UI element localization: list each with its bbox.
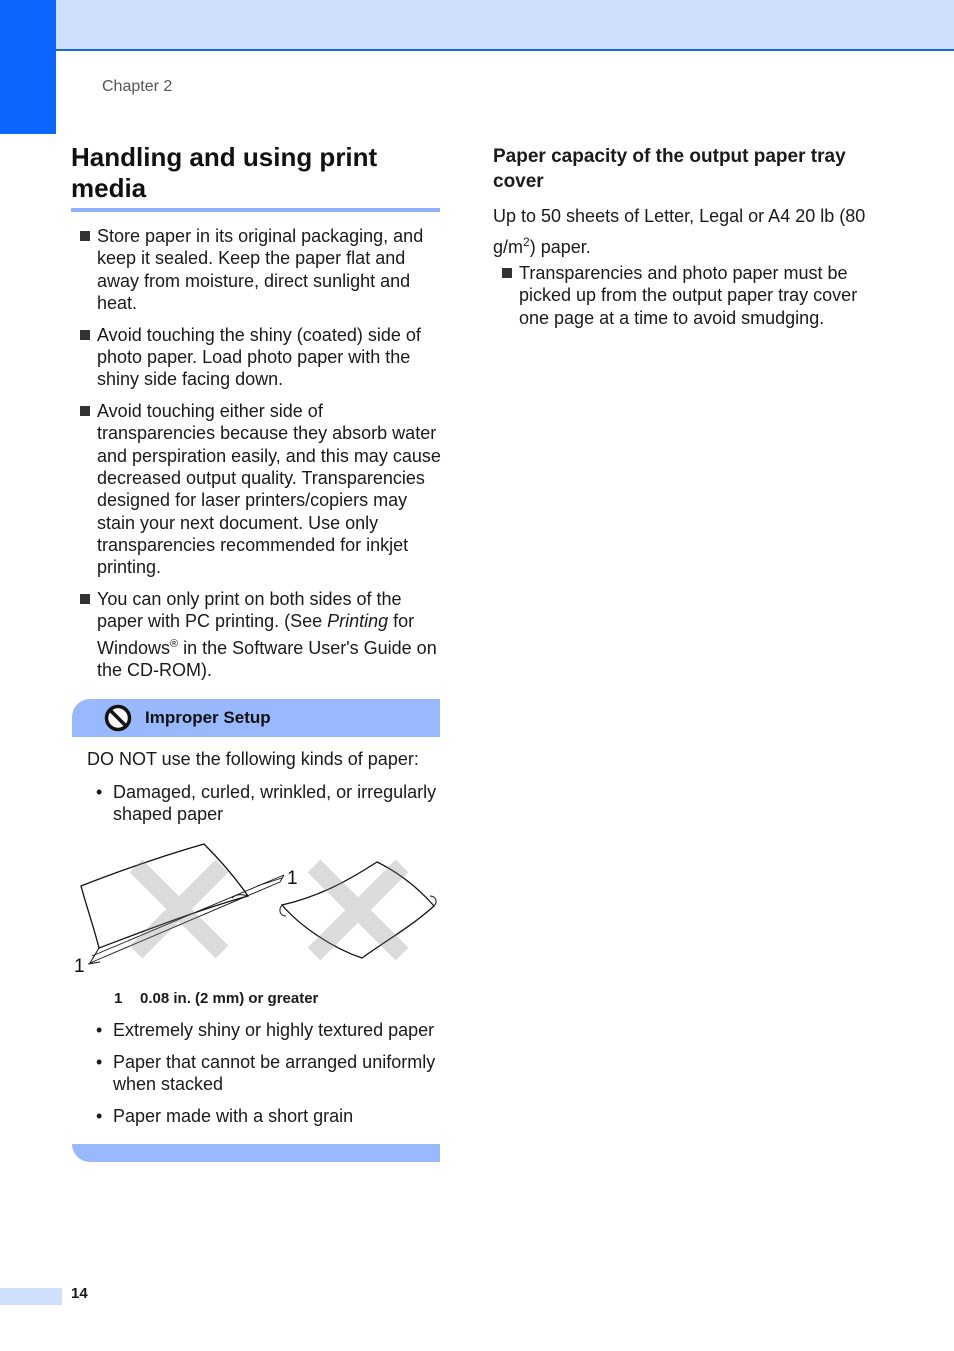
chapter-label: Chapter 2 xyxy=(102,78,173,95)
prohibited-icon xyxy=(104,704,132,732)
list-item xyxy=(96,1019,446,1041)
square-bullet-icon xyxy=(80,231,90,241)
callout-number: 1 xyxy=(114,990,123,1007)
page-number: 14 xyxy=(71,1285,88,1302)
bullet-dot: • xyxy=(96,1105,103,1126)
list-item-text: Damaged, curled, wrinkled, or irregularly shaped paper xyxy=(113,782,437,825)
bullet-text: Avoid touching either side of transparencies because they absorb water and perspiration easily, and this may cause decreased output quality. Transparencies designed for laser printers/copiers may stain your next document. Use only transparencies recommended for inkjet printing. xyxy=(97,401,441,578)
registered-mark: ® xyxy=(170,637,179,650)
list-item-text: Paper that cannot be arranged uniformly when stacked xyxy=(113,1051,436,1095)
list-item xyxy=(78,588,443,681)
list-item xyxy=(96,1105,446,1127)
warning-footer-bar xyxy=(72,1144,440,1162)
paragraph-text: ) paper. xyxy=(529,237,591,257)
square-bullet-icon xyxy=(80,330,90,340)
bullet-text: Avoid touching the shiny (coated) side of photo paper. Load photo paper with the shiny side facing down. xyxy=(97,324,421,390)
list-item xyxy=(500,262,875,329)
section-title-rule xyxy=(71,208,440,212)
callout-text: 0.08 in. (2 mm) or greater xyxy=(140,990,319,1007)
printing-reference: Printing xyxy=(327,611,389,632)
warning-intro: DO NOT use the following kinds of paper: xyxy=(87,749,419,769)
warning-list-before-figure xyxy=(96,781,446,835)
list-item-text: Extremely shiny or highly textured paper xyxy=(113,1020,435,1040)
list-item xyxy=(78,400,443,578)
list-item-text: Paper made with a short grain xyxy=(113,1105,354,1126)
figure-label-1-right: 1 xyxy=(287,868,298,889)
warning-header xyxy=(72,699,440,737)
bullet-text-part: for Windows xyxy=(97,611,415,658)
list-item xyxy=(96,1051,446,1096)
bullet-text xyxy=(97,589,437,680)
handling-bullet-list xyxy=(78,225,443,691)
bullet-text-part: in the Software User's Guide on the CD-ROM). xyxy=(97,637,437,680)
square-bullet-icon xyxy=(502,268,512,278)
warning-list-after-figure xyxy=(96,1019,446,1137)
figure-callout xyxy=(114,990,318,1007)
list-item xyxy=(78,225,443,314)
header-band xyxy=(0,0,954,51)
capacity-paragraph xyxy=(493,203,873,260)
section-title: Handling and using print media xyxy=(71,142,378,203)
bullet-dot: • xyxy=(96,1051,103,1072)
figure-label-1-left: 1 xyxy=(74,956,85,977)
bullet-text: Transparencies and photo paper must be picked up from the output paper tray cover one page at a time to avoid smudging. xyxy=(519,263,858,328)
square-bullet-icon xyxy=(80,406,90,416)
list-item xyxy=(96,781,446,826)
superscript-2: 2 xyxy=(523,235,530,249)
square-bullet-icon xyxy=(80,594,90,604)
subsection-title: Paper capacity of the output paper tray cover xyxy=(493,146,846,192)
bullet-text: Store paper in its original packaging, and keep it sealed. Keep the paper flat and away from moisture, direct sunlight and heat. xyxy=(97,226,424,313)
bullet-text-part: You can only print on both sides of the paper with PC printing. (See xyxy=(97,588,402,632)
warning-title: Improper Setup xyxy=(145,708,271,727)
chapter-tab xyxy=(0,0,56,134)
page-number-tab xyxy=(0,1288,62,1305)
output-tray-bullet-list xyxy=(500,262,875,329)
curled-paper-figure xyxy=(72,838,442,983)
bullet-dot: • xyxy=(96,1020,103,1040)
bullet-dot: • xyxy=(96,782,103,802)
paragraph-text: Up to 50 sheets of Letter, Legal or A4 20 lb (80 g/m xyxy=(493,206,866,257)
list-item xyxy=(78,324,443,391)
